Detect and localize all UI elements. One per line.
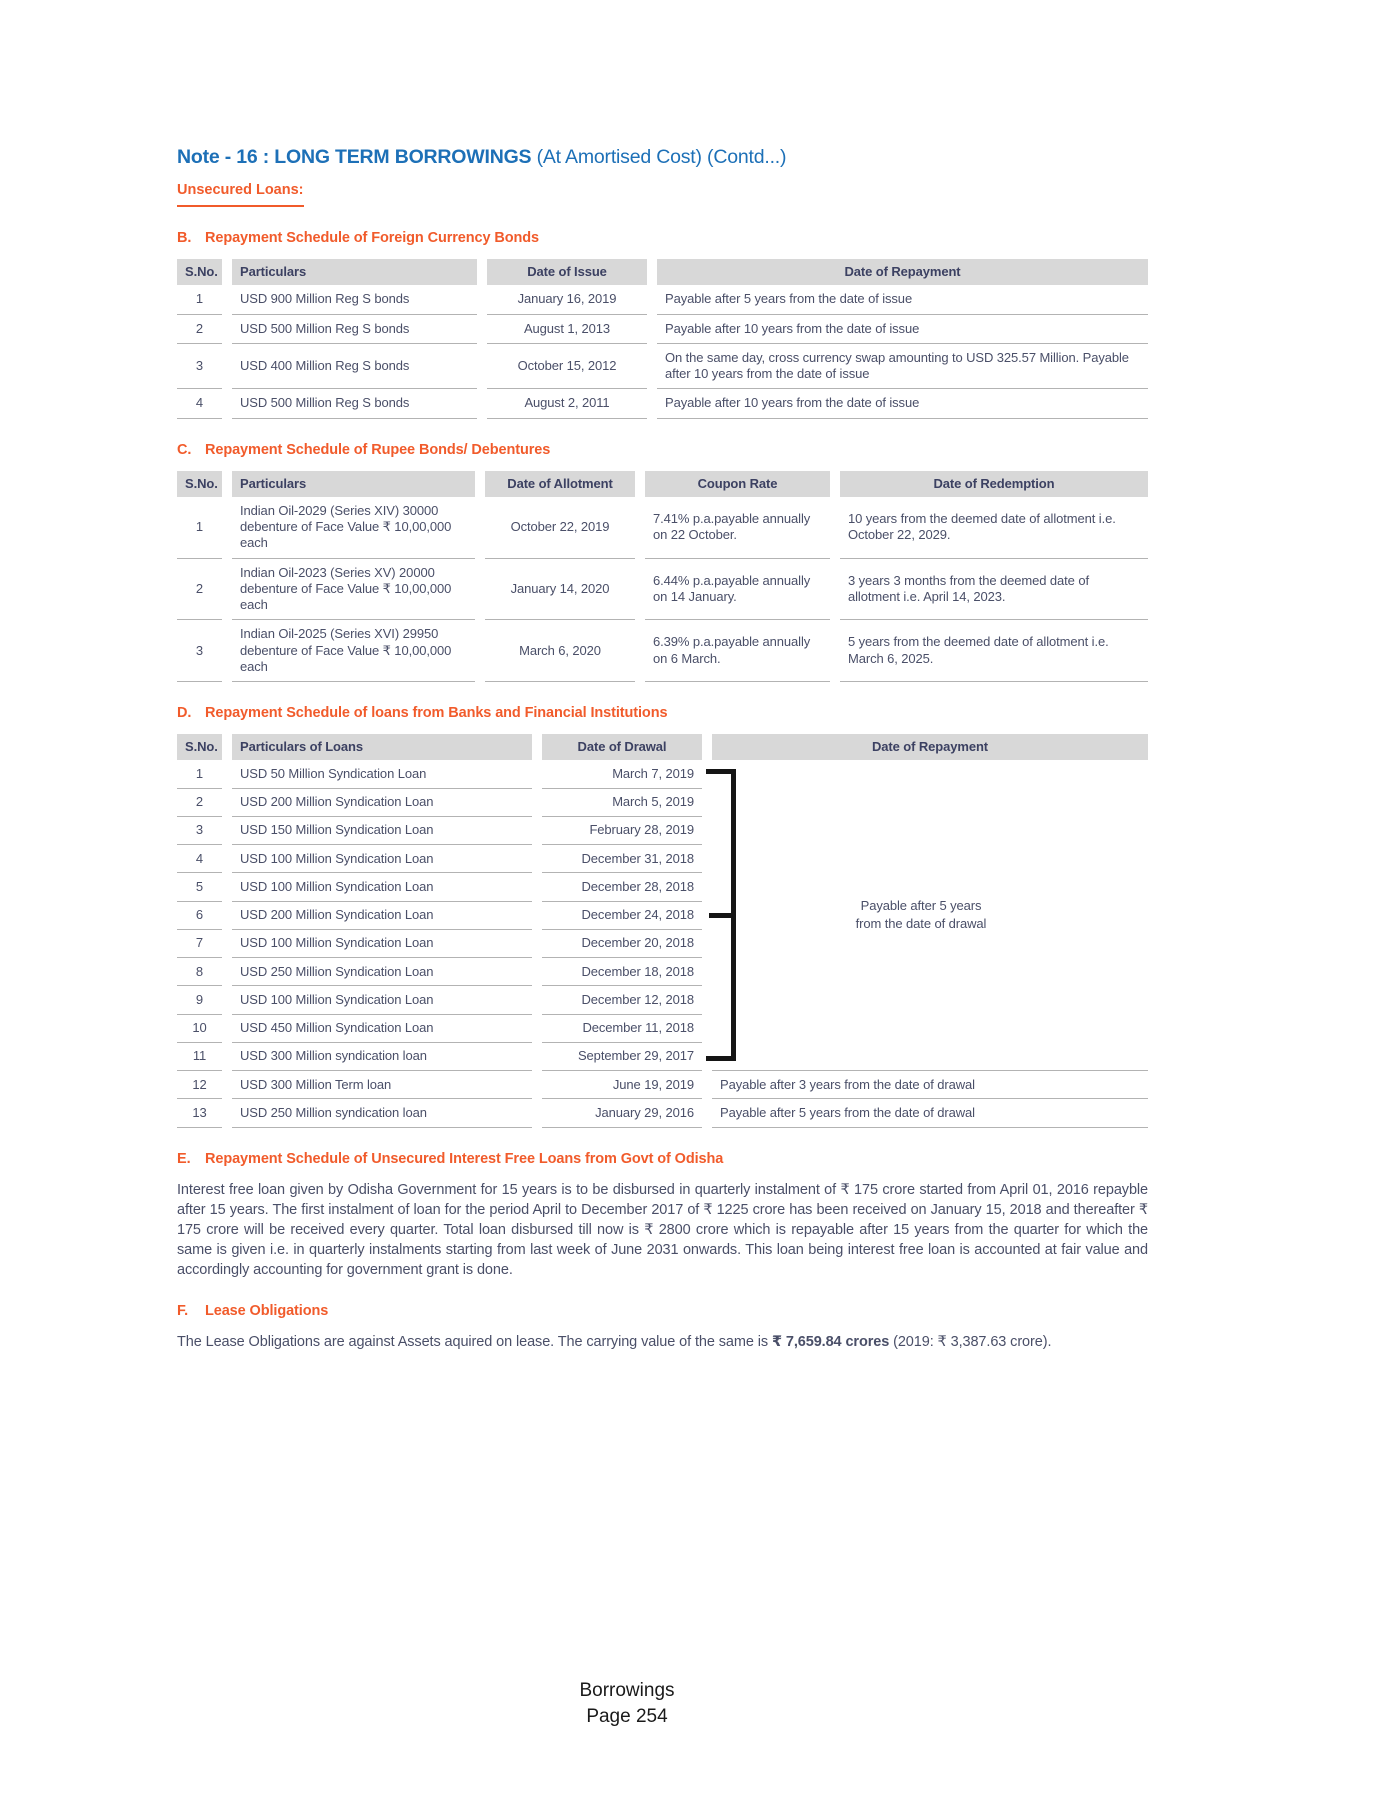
page-title-suffix: (At Amortised Cost) (Contd...) <box>536 146 787 168</box>
cell-sno: 4 <box>177 389 227 418</box>
page-title-main: Note - 16 : LONG TERM BORROWINGS <box>177 146 532 168</box>
section-e-heading <box>177 1151 1148 1167</box>
cell-repayment: Payable after 5 years from the date of issue <box>652 285 1148 314</box>
cell-particulars: USD 100 Million Syndication Loan <box>227 929 537 957</box>
section-b-title: Repayment Schedule of Foreign Currency Bonds <box>205 230 539 246</box>
cell-date-of-drawal: December 31, 2018 <box>537 845 707 873</box>
page-title <box>177 146 1148 169</box>
cell-date-of-drawal: January 29, 2016 <box>537 1099 707 1127</box>
section-c-title: Repayment Schedule of Rupee Bonds/ Debentures <box>205 441 551 458</box>
table-row <box>177 389 1148 418</box>
cell-date-of-drawal: December 28, 2018 <box>537 873 707 901</box>
cell-date-of-allotment: January 14, 2020 <box>480 558 640 620</box>
cell-coupon-rate: 6.39% p.a.payable annually on 6 March. <box>640 620 835 682</box>
section-e-title: Repayment Schedule of Unsecured Interest Free Loans from Govt of Odisha <box>205 1150 724 1167</box>
cell-particulars: USD 300 Million Term loan <box>227 1071 537 1099</box>
bracket-note-line2: from the date of drawal <box>855 916 987 932</box>
cell-particulars: USD 50 Million Syndication Loan <box>227 760 537 788</box>
col-header-date-of-redemption: Date of Redemption <box>835 471 1148 497</box>
cell-particulars: Indian Oil-2029 (Series XIV) 30000 debenture of Face Value ₹ 10,00,000 each <box>227 497 480 558</box>
col-header-sno: S.No. <box>177 471 227 497</box>
col-header-sno: S.No. <box>177 259 227 285</box>
cell-date-of-drawal: December 24, 2018 <box>537 901 707 929</box>
cell-particulars: USD 250 Million Syndication Loan <box>227 958 537 986</box>
cell-sno: 7 <box>177 929 227 957</box>
cell-date-of-drawal: December 11, 2018 <box>537 1014 707 1042</box>
bracket-tick-middle <box>709 913 736 918</box>
cell-sno: 12 <box>177 1071 227 1099</box>
col-header-coupon-rate: Coupon Rate <box>640 471 835 497</box>
cell-sno: 8 <box>177 958 227 986</box>
cell-sno: 1 <box>177 760 227 788</box>
bracket-note <box>746 897 1148 933</box>
cell-particulars: USD 450 Million Syndication Loan <box>227 1014 537 1042</box>
table-header-row <box>177 734 1148 760</box>
col-header-sno: S.No. <box>177 734 227 760</box>
lease-text-suffix: (2019: ₹ 3,387.63 crore). <box>889 1333 1052 1350</box>
cell-repayment: Payable after 5 years from the date of drawal <box>707 1099 1148 1127</box>
section-f-title: Lease Obligations <box>205 1302 329 1319</box>
col-header-date-of-drawal: Date of Drawal <box>537 734 707 760</box>
cell-date-of-drawal: March 5, 2019 <box>537 788 707 816</box>
cell-sno: 5 <box>177 873 227 901</box>
cell-sno: 1 <box>177 497 227 558</box>
cell-sno: 3 <box>177 620 227 682</box>
cell-particulars: Indian Oil-2025 (Series XVI) 29950 debenture of Face Value ₹ 10,00,000 each <box>227 620 480 682</box>
col-header-particulars-of-loans: Particulars of Loans <box>227 734 537 760</box>
section-f-paragraph <box>177 1332 1148 1352</box>
cell-date-of-issue: August 1, 2013 <box>482 314 652 343</box>
bracket-tick-bottom <box>706 1056 736 1061</box>
cell-date-of-redemption: 3 years 3 months from the deemed date of allotment i.e. April 14, 2023. <box>835 558 1148 620</box>
cell-particulars: USD 400 Million Reg S bonds <box>227 343 482 389</box>
lease-text-prefix: The Lease Obligations are against Assets aquired on lease. The carrying value of the same is <box>177 1333 772 1350</box>
table-row <box>177 620 1148 682</box>
cell-particulars: Indian Oil-2023 (Series XV) 20000 debenture of Face Value ₹ 10,00,000 each <box>227 558 480 620</box>
section-f-label: F. <box>177 1302 189 1319</box>
table-header-row <box>177 259 1148 285</box>
cell-particulars: USD 300 Million syndication loan <box>227 1042 537 1070</box>
table-row <box>177 314 1148 343</box>
table-row <box>177 1099 1148 1127</box>
cell-particulars: USD 150 Million Syndication Loan <box>227 816 537 844</box>
cell-date-of-redemption: 10 years from the deemed date of allotment i.e. October 22, 2029. <box>835 497 1148 558</box>
lease-carrying-value: ₹ 7,659.84 crores <box>771 1333 890 1350</box>
cell-date-of-drawal: February 28, 2019 <box>537 816 707 844</box>
footer-section-name: Borrowings <box>579 1680 675 1701</box>
table-row <box>177 285 1148 314</box>
cell-date-of-drawal: March 7, 2019 <box>537 760 707 788</box>
cell-particulars: USD 500 Million Reg S bonds <box>227 389 482 418</box>
cell-repayment: Payable after 10 years from the date of issue <box>652 389 1148 418</box>
cell-sno: 2 <box>177 314 227 343</box>
col-header-particulars: Particulars <box>227 259 482 285</box>
cell-particulars: USD 500 Million Reg S bonds <box>227 314 482 343</box>
cell-coupon-rate: 6.44% p.a.payable annually on 14 January. <box>640 558 835 620</box>
cell-particulars: USD 200 Million Syndication Loan <box>227 901 537 929</box>
col-header-date-of-issue: Date of Issue <box>482 259 652 285</box>
rupee-bonds-table <box>177 471 1148 683</box>
cell-sno: 11 <box>177 1042 227 1070</box>
table-row <box>177 1071 1148 1099</box>
table-row <box>177 558 1148 620</box>
bracket-graphic <box>706 769 736 1061</box>
cell-coupon-rate: 7.41% p.a.payable annually on 22 October. <box>640 497 835 558</box>
cell-sno: 9 <box>177 986 227 1014</box>
cell-date-of-redemption: 5 years from the deemed date of allotment i.e. March 6, 2025. <box>835 620 1148 682</box>
section-c-heading <box>177 442 1148 458</box>
cell-repayment: Payable after 10 years from the date of issue <box>652 314 1148 343</box>
foreign-currency-bonds-table <box>177 259 1148 419</box>
col-header-date-of-allotment: Date of Allotment <box>480 471 640 497</box>
cell-sno: 4 <box>177 845 227 873</box>
cell-date-of-issue: August 2, 2011 <box>482 389 652 418</box>
cell-sno: 2 <box>177 558 227 620</box>
section-c-label: C. <box>177 441 192 458</box>
cell-particulars: USD 100 Million Syndication Loan <box>227 873 537 901</box>
cell-date-of-drawal: December 12, 2018 <box>537 986 707 1014</box>
subtitle-unsecured-loans: Unsecured Loans: <box>177 182 304 207</box>
cell-date-of-drawal: September 29, 2017 <box>537 1042 707 1070</box>
bank-loans-table <box>177 734 1148 1128</box>
table-header-row <box>177 471 1148 497</box>
repayment-bracket-cell <box>707 760 1148 1070</box>
table-row <box>177 343 1148 389</box>
cell-particulars: USD 250 Million syndication loan <box>227 1099 537 1127</box>
cell-particulars: USD 100 Million Syndication Loan <box>227 845 537 873</box>
document-page <box>177 146 1148 1352</box>
col-header-particulars: Particulars <box>227 471 480 497</box>
cell-sno: 13 <box>177 1099 227 1127</box>
cell-repayment: Payable after 3 years from the date of drawal <box>707 1071 1148 1099</box>
cell-particulars: USD 100 Million Syndication Loan <box>227 986 537 1014</box>
section-b-label: B. <box>177 230 192 246</box>
col-header-date-of-repayment: Date of Repayment <box>707 734 1148 760</box>
section-d-label: D. <box>177 705 192 721</box>
section-d-heading <box>177 705 1148 721</box>
table-row <box>177 760 1148 788</box>
bracket-note-line1: Payable after 5 years <box>860 897 982 913</box>
cell-date-of-drawal: June 19, 2019 <box>537 1071 707 1099</box>
section-d-title: Repayment Schedule of loans from Banks and Financial Institutions <box>205 705 668 721</box>
cell-sno: 2 <box>177 788 227 816</box>
cell-sno: 3 <box>177 816 227 844</box>
cell-sno: 10 <box>177 1014 227 1042</box>
section-b-heading <box>177 230 1148 246</box>
cell-date-of-issue: October 15, 2012 <box>482 343 652 389</box>
col-header-date-of-repayment: Date of Repayment <box>652 259 1148 285</box>
cell-sno: 6 <box>177 901 227 929</box>
table-row <box>177 497 1148 558</box>
cell-date-of-drawal: December 18, 2018 <box>537 958 707 986</box>
cell-repayment: On the same day, cross currency swap amounting to USD 325.57 Million. Payable after 10 years from the date of issue <box>652 343 1148 389</box>
cell-sno: 3 <box>177 343 227 389</box>
cell-date-of-allotment: October 22, 2019 <box>480 497 640 558</box>
cell-date-of-allotment: March 6, 2020 <box>480 620 640 682</box>
section-f-heading <box>177 1303 1148 1319</box>
section-e-paragraph: Interest free loan given by Odisha Government for 15 years is to be disbursed in quarterly instalment of ₹ 175 crore started from April 01, 2016 repayble after 15 years. The first instalment of loan for the period April to December 2017 of ₹ 1225 crore has been received on January 15, 2018 and thereafter ₹ 175 crore will be received every quarter. Total loan disbursed till now is ₹ 2800 crore which is repayable after 15 years from the quarter for which the same is given i.e. in quarterly instalments starting from last week of June 2031 onwards. This loan being interest free loan is accounted at fair value and accordingly accounting for government grant is done. <box>177 1181 1148 1278</box>
section-e-label: E. <box>177 1150 191 1167</box>
page-footer <box>0 1678 1254 1729</box>
cell-particulars: USD 900 Million Reg S bonds <box>227 285 482 314</box>
cell-date-of-drawal: December 20, 2018 <box>537 929 707 957</box>
cell-sno: 1 <box>177 285 227 314</box>
footer-page-number: Page 254 <box>586 1705 668 1727</box>
cell-particulars: USD 200 Million Syndication Loan <box>227 788 537 816</box>
cell-date-of-issue: January 16, 2019 <box>482 285 652 314</box>
